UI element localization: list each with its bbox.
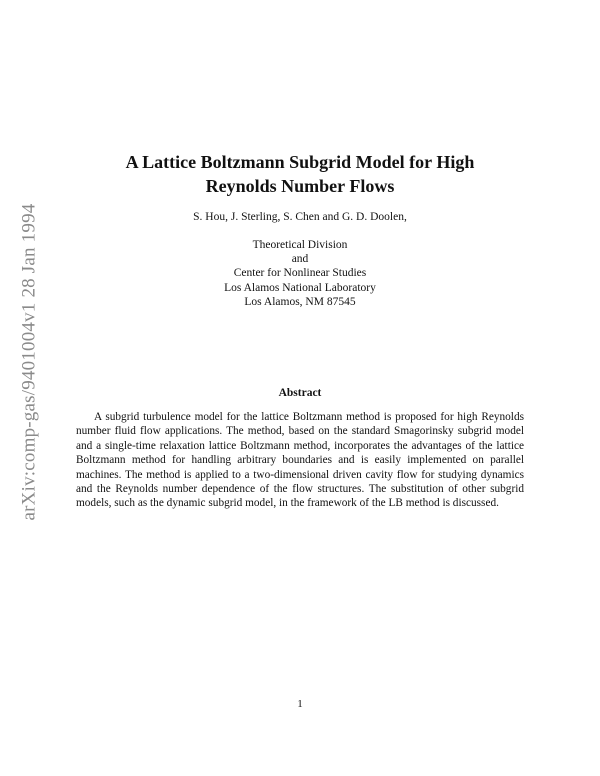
affiliation-block	[60, 238, 540, 309]
arxiv-identifier-text: arXiv:comp-gas/9401004v1 28 Jan 1994	[18, 203, 39, 521]
arxiv-identifier-stamp	[10, 176, 48, 548]
affiliation-line-division: Theoretical Division	[252, 239, 348, 251]
page-number: 1	[297, 698, 303, 710]
title-line-1: A Lattice Boltzmann Subgrid Model for High	[125, 152, 475, 172]
affiliation-line-center: Center for Nonlinear Studies	[233, 267, 367, 280]
affiliation-line-and: and	[291, 253, 309, 266]
title-line-2: Reynolds Number Flows	[205, 176, 395, 196]
affiliation-line-address: Los Alamos, NM 87545	[244, 295, 356, 308]
abstract-text: A subgrid turbulence model for the lattice Boltzmann method is proposed for high Reynolds number fluid flow applications. The method, based on the standard Smagorinsky subgrid model and a single-time relaxation lattice Boltzmann method, incorporates the advantages of the lattice Boltzmann method for handling arbitrary boundaries and is easily implemented on parallel machines. The method is applied to a two-dimensional driven cavity flow for studying dynamics and the Reynolds number dependence of the flow structures. The substitution of other subgrid models, such as the dynamic subgrid model, in the framework of the LB method is discussed.	[76, 411, 524, 510]
author-list: S. Hou, J. Sterling, S. Chen and G. D. Doolen,	[193, 211, 407, 223]
affiliation-line-lab: Los Alamos National Laboratory	[224, 281, 376, 294]
abstract-heading: Abstract	[278, 387, 322, 399]
paper-title	[60, 150, 540, 198]
